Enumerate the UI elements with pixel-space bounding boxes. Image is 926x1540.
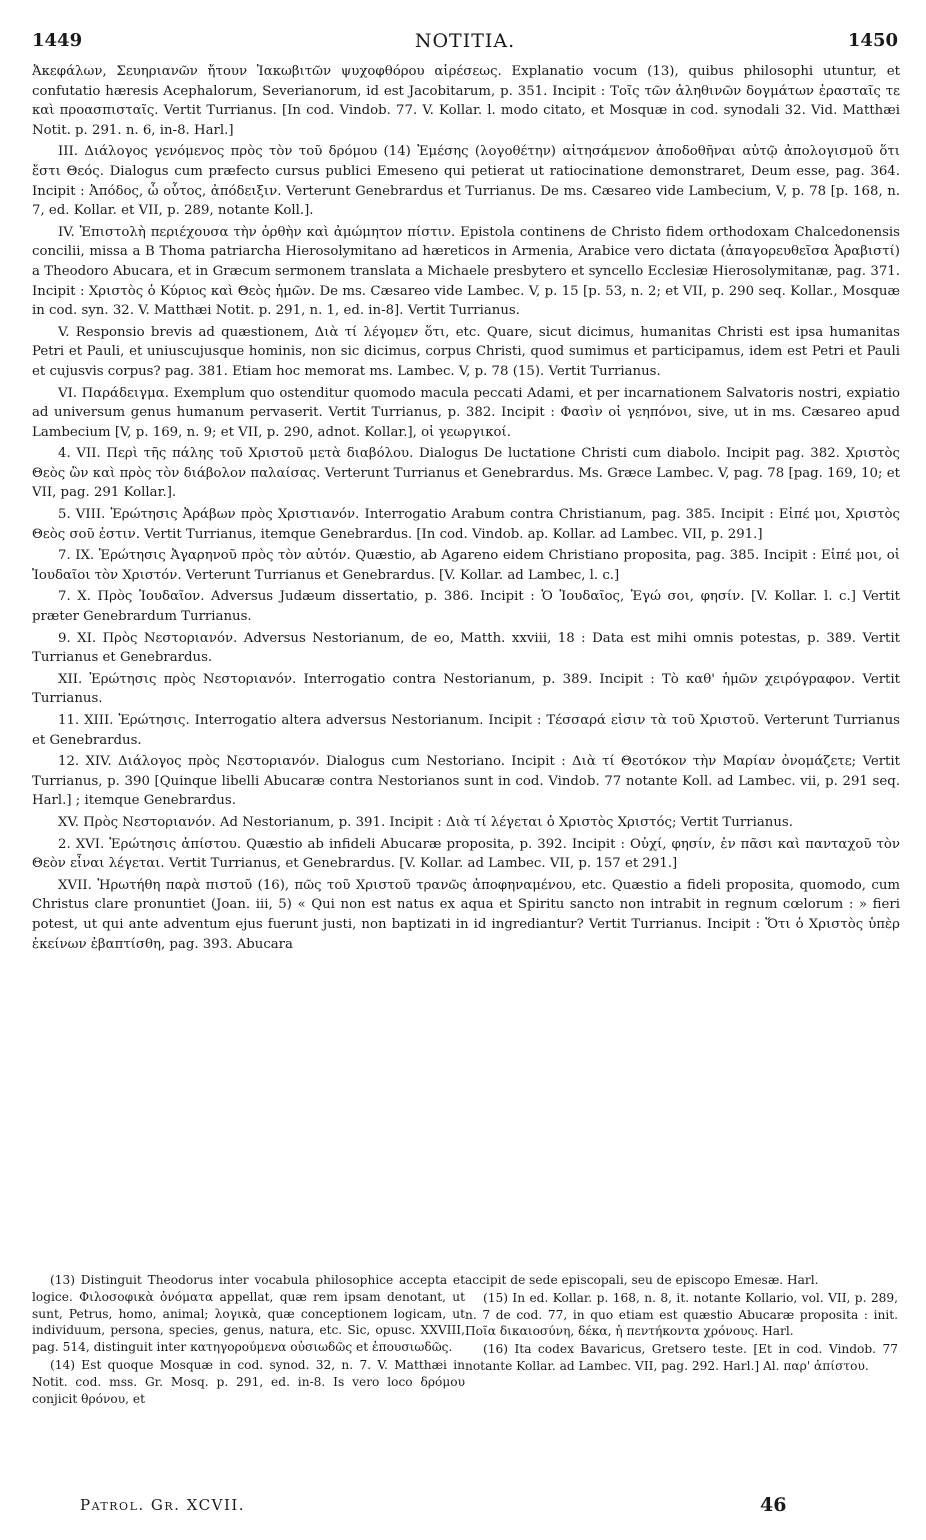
entry-xiv: 12. XIV. Διάλογος πρὸς Νεστοριανόν. Dialogus cum Nestoriano. Incipit : Διὰ τί Θεοτόκον τὴν Μαρίαν ὀνομάζετε; Vertit Turrianus, p. 390 [Quinque libelli Abucaræ contra Nestorianos sunt in cod. Vindob. 77 notante Koll. ad Lambec. vii, p. 291 seq. Harl.] ; itemque Genebrardus. xyxy=(32,754,900,809)
left-page-number: 1449 xyxy=(32,30,83,51)
entry-xvii: XVII. Ἠρωτήθη παρὰ πιστοῦ (16), πῶς τοῦ Χριστοῦ τρανῶς ἀποφηναμένου, etc. Quæstio a fideli proposita, quomodo, cum Christus clare pronuntiet (Joan. iii, 5) « Qui non est natus ex aqua et Spiritu sancto non intrabit in regnum cœlorum : » fieri potest, ut qui ante adventum ejus fuerunt justi, non baptizati in id ingrediantur? Vertit Turrianus. Incipit : Ὅτι ὁ Χριστὸς ὑπὲρ ἐκείνων ἐβαπτίσθη, pag. 393. Abucara xyxy=(32,877,900,952)
footnotes-left-column xyxy=(32,1272,465,1500)
footnote-16: (16) Ita codex Bavaricus, Gretsero teste. [Et in cod. Vindob. 77 notante Kollar. ad Lambec. VII, pag. 292. Harl.] Al. παρ' ἀπίστου. xyxy=(465,1342,898,1373)
page-header xyxy=(32,30,898,56)
entry-viii: 5. VIII. Ἐρώτησις Ἀράβων πρὸς Χριστιανόν. Interrogatio Arabum contra Christianum, pag. 385. Incipit : Εἰπέ μοι, Χριστὸς Θεὸς σοῦ ἐστιν. Vertit Turrianus, itemque Genebrardus. [In cod. Vindob. ap. Kollar. ad Lambec. VII, p. 291.] xyxy=(32,507,900,542)
entry-xv: XV. Πρὸς Νεστοριανόν. Ad Nestorianum, p. 391. Incipit : Διὰ τί λέγεται ὁ Χριστὸς Χριστός; Vertit Turrianus. xyxy=(58,814,793,830)
entry-xvi: 2. XVI. Ἐρώτησις ἀπίστου. Quæstio ab infideli Abucaræ proposita, p. 392. Incipit : Οὐχί, φησίν, ἐν πᾶσι καὶ πανταχοῦ τὸν Θεὸν εἶναι λέγεται. Vertit Turrianus, et Genebrardus. [V. Kollar. ad Lambec. VII, p. 157 et 291.] xyxy=(32,836,900,872)
entry-vii: 4. VII. Περὶ τῆς πάλης τοῦ Χριστοῦ μετὰ διαβόλου. Dialogus De luctatione Christi cum diabolo. Incipit pag. 382. Χριστὸς Θεὸς ὢν καὶ πρὸς τὸν διάβολον παλαίσας. Verterunt Turrianus et Genebrardus. Ms. Græce Lambec. V, pag. 78 [pag. 169, 10; et VII, pag. 291 Kollar.]. xyxy=(32,446,900,501)
entry-ix: 7. IX. Ἐρώτησις Ἀγαρηνοῦ πρὸς τὸν αὐτόν. Quæstio, ab Agareno eidem Christiano proposita, pag. 385. Incipit : Εἰπέ μοι, οἱ Ἰουδαῖοι τὸν Χριστόν. Verterunt Turrianus et Genebrardus. [V. Kollar. ad Lambec, l. c.] xyxy=(32,548,900,583)
series-footer: Patrol. Gr. XCVII. xyxy=(80,1496,246,1514)
entry-x: 7. X. Πρὸς Ἰουδαῖον. Adversus Judæum dissertatio, p. 386. Incipit : Ὁ Ἰουδαῖος, Ἐγώ σοι, φησίν. [V. Kollar. l. c.] Vertit præter Genebrardum Turrianus. xyxy=(32,589,900,625)
entry-iii: III. Διάλογος γενόμενος πρὸς τὸν τοῦ δρόμου (14) Ἐμέσης (λογοθέτην) αἰτησάμενον ἀποδοθῆναι αὐτῷ ἀπολογισμοῦ ὅτι ἔστι Θεός. Dialogus cum præfecto cursus publici Emeseno qui petierat ut ratiocinatione demonstraret, Deum esse, pag. 364. Incipit : Ἀπόδος, ὦ οὗτος, ἀπόδειξιν. Verterunt Genebrardus et Turrianus. De ms. Cæsareo vide Lambecium, V, p. 78 [p. 168, n. 7, ed. Kollar. et VII, p. 289, notante Koll.]. xyxy=(32,144,900,219)
main-text xyxy=(32,62,900,1257)
entry-vi: VI. Παράδειγμα. Exemplum quo ostenditur quomodo macula peccati Adami, et per incarnationem Salvatoris nostri, expiatio ad universum genus humanum pervaserit. Vertit Turrianus, p. 382. Incipit : Φασὶν οἱ γεηπόνοι, sive, ut in ms. Cæsareo apud Lambecium [V, p. 169, n. 9; et VII, p. 290, adnot. Kollar.], οἱ γεωργικοί. xyxy=(32,385,900,440)
entry-xii: XII. Ἐρώτησις πρὸς Νεστοριανόν. Interrogatio contra Nestorianum, p. 389. Incipit : Τὸ καθ' ἡμῶν χειρόγραφον. Vertit Turrianus. xyxy=(32,671,900,707)
signature-mark: 46 xyxy=(760,1494,787,1516)
entry-xi: 9. XI. Πρὸς Νεστοριανόν. Adversus Nestorianum, de eo, Matth. xxviii, 18 : Data est mihi omnis potestas, p. 389. Vertit Turrianus et Genebrardus. xyxy=(32,630,900,666)
right-page-number: 1450 xyxy=(847,30,898,51)
footnote-15: (15) In ed. Kollar. p. 168, n. 8, it. notante Kollario, vol. VII, p. 289, n. 7 de cod. 77, in quo etiam est quæstio Abucaræ proposita : init. Ποῖα δικαιοσύνη, δέκα, ἡ πεντήκοντα χρόνους. Harl. xyxy=(465,1290,898,1339)
footnote-13: (13) Distinguit Theodorus inter vocabula philosophice accepta et logice. Φιλοσοφικὰ ὀνόματα appellat, quæ rem ipsam denotant, ut sunt, Petrus, homo, animal; λογικὰ, quæ conceptionem logicam, ut individuum, persona, species, genus, natura, etc. Sic, opusc. XXVIII, pag. 514, distinguit inter κατηγορούμενα οὐσιωδῶς et ἐπουσιωδῶς. xyxy=(32,1273,465,1355)
entry-xiii: 11. XIII. Ἐρώτησις. Interrogatio altera adversus Nestorianum. Incipit : Τέσσαρά εἰσιν τὰ τοῦ Χριστοῦ. Verterunt Turrianus et Genebrardus. xyxy=(32,713,900,748)
footnote-14: (14) Est quoque Mosquæ in cod. synod. 32, n. 7. V. Matthæi in Notit. cod. mss. Gr. Mosq. p. 291, ed. in-8. Is vero loco δρόμου conjicit θρόνου, et xyxy=(32,1357,465,1406)
entry-v: V. Responsio brevis ad quæstionem, Διὰ τί λέγομεν ὅτι, etc. Quare, sicut dicimus, humanitas Christi est ipsa humanitas Petri et Pauli, et uniuscujusque hominis, non sic dicimus, corpus Christi, quod sumimus et participamus, idem est Petri et Pauli et cujusvis corpus? pag. 381. Etiam hoc memorat ms. Lambec. V, p. 78 (15). Vertit Turrianus. xyxy=(32,324,900,379)
footnote-14-continued: accipit de sede episcopali, seu de episcopo Emesæ. Harl. xyxy=(465,1273,819,1287)
footnotes-right-column xyxy=(465,1272,898,1512)
running-title: NOTITIA. xyxy=(414,30,516,52)
entry-iv: IV. Ἐπιστολὴ περιέχουσα τὴν ὀρθὴν καὶ ἀμώμητον πίστιν. Epistola continens de Christo fidem orthodoxam Chalcedonensis concilii, missa a B Thoma patriarcha Hierosolymitano ad hæreticos in Armenia, Arabice vero dictata (ἀπαγορευθεῖσα Ἀραβιστί) a Theodoro Abucara, et in Græcum sermonem translata a Michaele presbytero et syncello Ecclesiæ Hierosolymitanæ, pag. 371. Incipit : Χριστὸς ὁ Κύριος καὶ Θεὸς ἡμῶν. De ms. Cæsareo vide Lambec. V, p. 15 [p. 53, n. 2; et VII, p. 290 seq. Kollar., Mosquæ in cod. syn. 32. V. Matthæi Notit. p. 291, n. 1, ed. in-8]. Vertit Turrianus. xyxy=(32,224,900,319)
entry-continuation: Ἀκεφάλων, Σευηριανῶν ἤτουν Ἰακωβιτῶν ψυχοφθόρου αἱρέσεως. Explanatio vocum (13), quibus philosophi utuntur, et confutatio hæresis Acephalorum, Severianorum, id est Jacobitarum, p. 351. Incipit : Τοῖς τῶν ἀληθινῶν δογμάτων ἐρασταῖς τε καὶ προασπισταῖς. Vertit Turrianus. [In cod. Vindob. 77. V. Kollar. l. modo citato, et Mosquæ in cod. synodali 32. Vid. Matthæi Notit. p. 291. n. 6, in-8. Harl.] xyxy=(32,64,900,138)
